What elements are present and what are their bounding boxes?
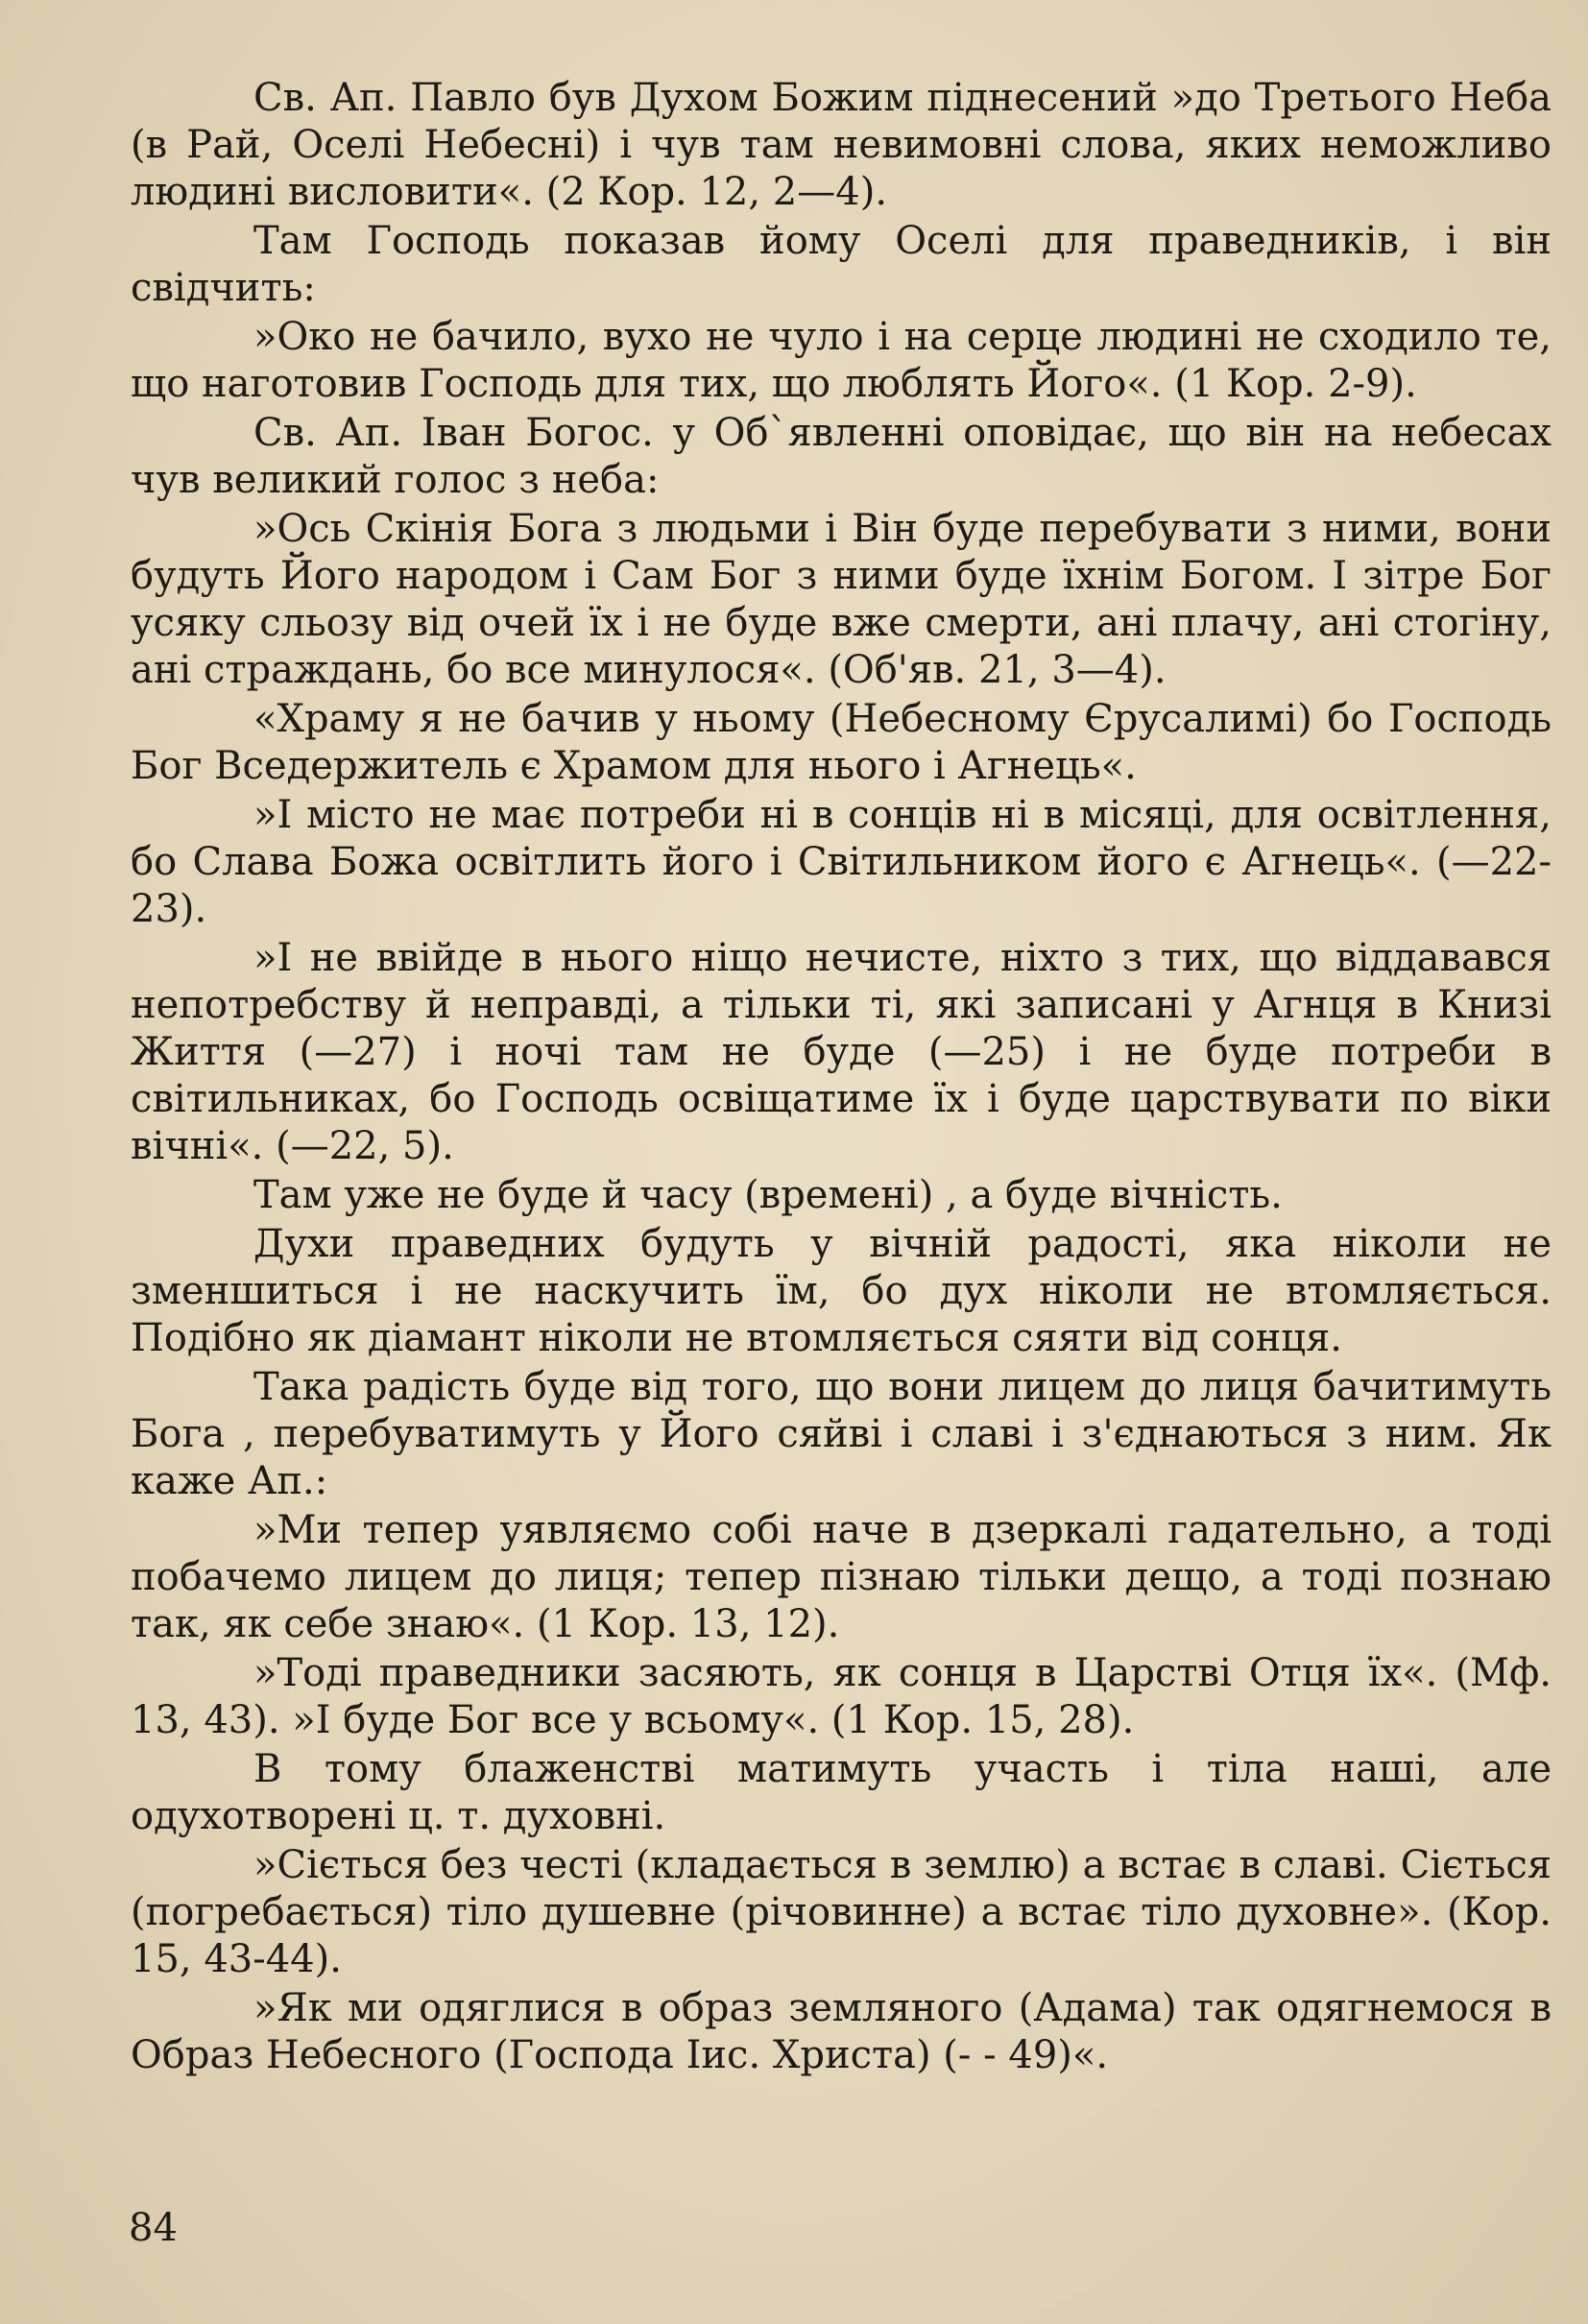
paragraph: »Тоді праведники засяють, як сонця в Царстві Отця їх«. (Мф. 13, 43). »І буде Бог все у всьому«. (1 Кор. 15, 28). <box>131 1651 1552 1742</box>
paragraph: «Храму я не бачив у ньому (Небесному Єрусалимі) бо Господь Бог Вседержитель є Храмом для нього і Агнець«. <box>131 697 1552 788</box>
paragraph: Духи праведних будуть у вічній радості, яка ніколи не зменшиться і не наскучить їм, бо дух ніколи не втомляється. Подібно як діамант ніколи не втомляється сяяти від сонця. <box>131 1222 1552 1360</box>
paragraph: »І не ввійде в нього ніщо нечисте, ніхто з тих, що віддавався непотребству й неправді, а тільки ті, які записані у Агнця в Книзі Життя (—27) і ночі там не буде (—25) і не буде потреби в світильниках, бо Господь освіщатиме їх і буде царствувати по віки вічні«. (—22, 5). <box>131 936 1552 1168</box>
paragraph: »І місто не має потреби ні в сонців ні в місяці, для освітлення, бо Слава Божа освітлить його і Світильником його є Агнець«. (—22-23). <box>131 793 1552 931</box>
paragraph: »Ось Скінія Бога з людьми і Він буде перебувати з ними, вони будуть Його народом і Сам Бог з ними буде їхнім Богом. І зітре Бог усяку сльозу від очей їх і не буде вже смерти, ані плачу, ані стогіну, ані страждань, бо все минулося«. (Об'яв. 21, 3—4). <box>131 507 1552 692</box>
paragraph: »Око не бачило, вухо не чуло і на серце людині не сходило те, що наготовив Господь для тих, що люблять Його«. (1 Кор. 2-9). <box>131 315 1552 406</box>
paragraph: »Як ми одяглися в образ земляного (Адама) так одягнемося в Образ Небесного (Господа Іис. Христа) (- - 49)«. <box>131 1986 1552 2077</box>
paragraph: Св. Ап. Іван Богос. у Об`явленні оповідає, що він на небесах чув великий голос з неба: <box>131 411 1552 502</box>
paragraph: Там Господь показав йому Оселі для праведників, і він свідчить: <box>131 219 1552 310</box>
paragraph: Св. Ап. Павло був Духом Божим піднесений »до Третього Неба (в Рай, Оселі Небесні) і чув там невимовні слова, яких неможливо людині висловити«. (2 Кор. 12, 2—4). <box>131 76 1552 214</box>
paragraph: Така радість буде від того, що вони лицем до лиця бачитимуть Бога , перебуватимуть у Його сяйві і славі і з'єднаються з ним. Як каже Ап.: <box>131 1365 1552 1503</box>
page-number: 84 <box>129 2206 178 2250</box>
paragraph: »Ми тепер уявляємо собі наче в дзеркалі гадательно, а тоді побачемо лицем до лиця; тепер пізнаю тільки дещо, а тоді познаю так, як себе знаю«. (1 Кор. 13, 12). <box>131 1508 1552 1646</box>
paragraph: Там уже не буде й часу (времені) , а буде вічність. <box>253 1173 1283 1217</box>
paragraph: В тому блаженстві матимуть участь і тіла наші, але одухотворені ц. т. духовні. <box>131 1747 1552 1838</box>
page-text <box>131 75 1552 2081</box>
paragraph: »Сіється без честі (кладається в землю) а встає в славі. Сіється (погребається) тіло душевне (річовинне) а встає тіло духовне». (Кор. 15, 43-44). <box>131 1843 1552 1981</box>
